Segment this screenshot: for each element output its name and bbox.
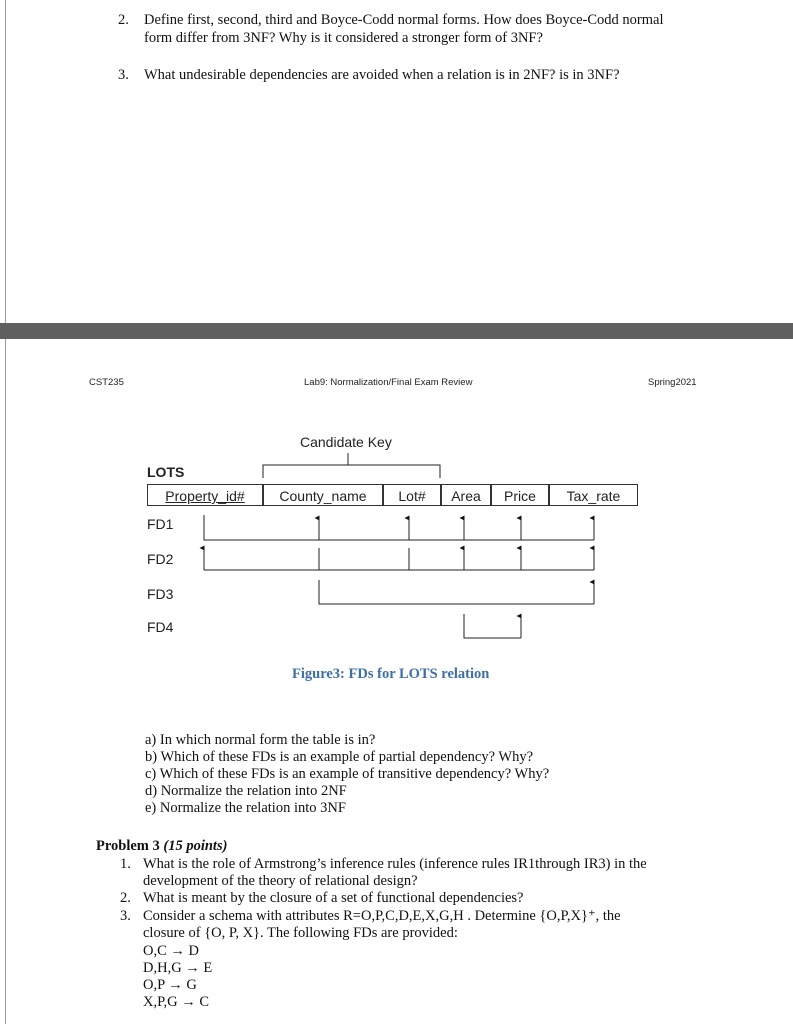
sub-question-d: d) Normalize the relation into 2NF (145, 783, 347, 799)
attribute-price: Price (491, 484, 549, 506)
question-text-line: Define first, second, third and Boyce-Codd normal forms. How does Boyce-Codd normal (144, 12, 664, 28)
sub-question-a: a) In which normal form the table is in? (145, 732, 376, 748)
relation-name: LOTS (147, 464, 185, 480)
question-number: 2. (118, 12, 129, 28)
attribute-tax-rate: Tax_rate (549, 484, 638, 506)
fd3-label: FD3 (147, 586, 174, 602)
figure-caption: Figure3: FDs for LOTS relation (292, 666, 490, 682)
item-text-line: What is the role of Armstrong’s inference rules (inference rules IR1through IR3) in the (143, 856, 647, 872)
question-text-line: form differ from 3NF? Why is it considered a stronger form of 3NF? (144, 30, 543, 46)
attribute-county-name: County_name (263, 484, 383, 506)
item-text-line: development of the theory of relational design? (143, 873, 418, 889)
fd-entry: D,H,G → E (143, 960, 213, 976)
fd1-line (204, 515, 594, 540)
fd-entry: O,C → D (143, 943, 199, 959)
attribute-lot: Lot# (383, 484, 441, 506)
fd-entry: O,P → G (143, 977, 197, 993)
attribute-property-id: Property_id# (147, 484, 263, 506)
fd4-label: FD4 (147, 619, 174, 635)
header-term: Spring2021 (648, 377, 697, 388)
sub-question-c: c) Which of these FDs is an example of transitive dependency? Why? (145, 766, 550, 782)
fd4-line (464, 614, 521, 638)
fd-entry: X,P,G → C (143, 994, 210, 1010)
item-number: 2. (120, 890, 131, 906)
item-text-line: Consider a schema with attributes R=O,P,C,D,E,X,G,H . Determine {O,P,X}⁺, the (143, 908, 621, 924)
attribute-area: Area (441, 484, 491, 506)
sub-question-e: e) Normalize the relation into 3NF (145, 800, 346, 816)
question-text-line: What undesirable dependencies are avoided when a relation is in 2NF? is in 3NF? (144, 67, 620, 83)
problem3-heading: Problem 3 (15 points) (96, 838, 228, 854)
question-number: 3. (118, 67, 129, 83)
fd3-line (319, 580, 594, 604)
header-title: Lab9: Normalization/Final Exam Review (304, 377, 473, 388)
item-number: 1. (120, 856, 131, 872)
item-text-line: What is meant by the closure of a set of functional dependencies? (143, 890, 524, 906)
candidate-key-bracket (263, 465, 440, 478)
header-course: CST235 (89, 377, 124, 388)
item-text-line: closure of {O, P, X}. The following FDs are provided: (143, 925, 458, 941)
sub-question-b: b) Which of these FDs is an example of partial dependency? Why? (145, 749, 534, 765)
fd2-label: FD2 (147, 551, 174, 567)
fd1-label: FD1 (147, 516, 174, 532)
candidate-key-label: Candidate Key (300, 434, 392, 450)
fd2-line (319, 548, 594, 570)
item-number: 3. (120, 908, 131, 924)
